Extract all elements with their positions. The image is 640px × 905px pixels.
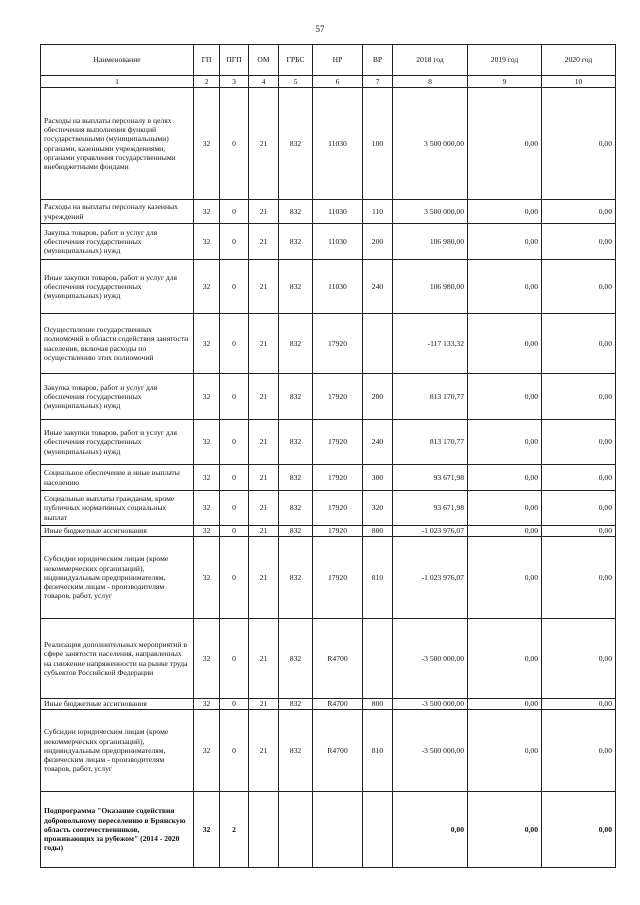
row-pgp: 0 (220, 699, 249, 710)
row-pgp: 0 (220, 200, 249, 224)
row-amount-2020: 0,00 (542, 260, 616, 314)
row-gp: 32 (194, 314, 220, 374)
row-name: Иные бюджетные ассигнования (41, 526, 194, 537)
row-amount-2019: 0,00 (468, 465, 542, 491)
row-vr: 200 (363, 224, 393, 260)
row-nr: 11030 (313, 224, 363, 260)
row-name: Иные закупки товаров, работ и услуг для обеспечения государственных (муниципальных) нужд (41, 420, 194, 465)
row-gp: 32 (194, 224, 220, 260)
row-om: 21 (249, 710, 279, 792)
row-nr (313, 792, 363, 868)
row-amount-2019: 0,00 (468, 792, 542, 868)
row-name: Социальные выплаты гражданам, кроме публичных нормативных социальных выплат (41, 491, 194, 526)
row-grbs: 832 (279, 465, 313, 491)
row-name: Закупка товаров, работ и услуг для обеспечения государственных (муниципальных) нужд (41, 374, 194, 420)
row-amount-2019: 0,00 (468, 88, 542, 200)
row-vr: 300 (363, 465, 393, 491)
col-number: 10 (542, 76, 616, 88)
row-amount-2019: 0,00 (468, 491, 542, 526)
row-grbs: 832 (279, 224, 313, 260)
row-amount-2018: 813 170,77 (393, 420, 468, 465)
row-amount-2019: 0,00 (468, 699, 542, 710)
row-amount-2019: 0,00 (468, 314, 542, 374)
row-vr: 320 (363, 491, 393, 526)
row-amount-2019: 0,00 (468, 200, 542, 224)
row-name: Расходы на выплаты персоналу в целях обеспечения выполнения функций государственными (муниципальными) органами, казенными учреждениями, органами управления государственными внебюджетными фондами (41, 88, 194, 200)
row-amount-2019: 0,00 (468, 619, 542, 699)
row-pgp: 0 (220, 526, 249, 537)
table-row (41, 699, 616, 710)
row-pgp: 2 (220, 792, 249, 868)
row-om: 21 (249, 374, 279, 420)
row-amount-2018: -1 023 976,07 (393, 526, 468, 537)
row-amount-2018: -3 500 000,00 (393, 710, 468, 792)
row-pgp: 0 (220, 491, 249, 526)
row-amount-2020: 0,00 (542, 619, 616, 699)
row-amount-2018: 0,00 (393, 792, 468, 868)
column-number-row (41, 76, 616, 88)
row-nr: 11030 (313, 88, 363, 200)
row-name: Субсидии юридическим лицам (кроме некоммерческих организаций), индивидуальным предпринимателям, физическим лицам - производителям товаров, работ, услуг (41, 537, 194, 619)
row-gp: 32 (194, 526, 220, 537)
table-row (41, 420, 616, 465)
row-name: Реализация дополнительных мероприятий в сфере занятости населения, направленных на снижение напряженности на рынке труда субъектов Российской Федерации (41, 619, 194, 699)
table-row (41, 526, 616, 537)
row-vr (363, 314, 393, 374)
row-vr (363, 792, 393, 868)
row-nr: 17920 (313, 537, 363, 619)
row-amount-2018: 93 671,98 (393, 491, 468, 526)
row-nr: 17920 (313, 465, 363, 491)
row-grbs: 832 (279, 420, 313, 465)
col-number: 7 (363, 76, 393, 88)
row-pgp: 0 (220, 537, 249, 619)
row-gp: 32 (194, 200, 220, 224)
row-om: 21 (249, 314, 279, 374)
row-amount-2020: 0,00 (542, 491, 616, 526)
row-vr: 240 (363, 420, 393, 465)
row-name: Закупка товаров, работ и услуг для обеспечения государственных (муниципальных) нужд (41, 224, 194, 260)
row-vr: 200 (363, 374, 393, 420)
row-gp: 32 (194, 465, 220, 491)
row-amount-2019: 0,00 (468, 374, 542, 420)
row-amount-2019: 0,00 (468, 420, 542, 465)
row-om: 21 (249, 88, 279, 200)
table-row (41, 88, 616, 200)
row-grbs: 832 (279, 710, 313, 792)
col-header-om: ОМ (249, 45, 279, 76)
row-nr: 17920 (313, 420, 363, 465)
row-nr: 17920 (313, 314, 363, 374)
row-grbs: 832 (279, 260, 313, 314)
col-number: 3 (220, 76, 249, 88)
col-header-gp: ГП (194, 45, 220, 76)
row-amount-2020: 0,00 (542, 200, 616, 224)
row-name: Осуществление государственных полномочий в области содействия занятости населения, включая расходы по осуществлению этих полномочий (41, 314, 194, 374)
col-header-pgp: ПГП (220, 45, 249, 76)
row-vr: 100 (363, 88, 393, 200)
row-gp: 32 (194, 374, 220, 420)
row-amount-2020: 0,00 (542, 374, 616, 420)
row-amount-2020: 0,00 (542, 792, 616, 868)
row-amount-2018: 93 671,98 (393, 465, 468, 491)
row-amount-2019: 0,00 (468, 260, 542, 314)
row-name: Социальное обеспечение и иные выплаты населению (41, 465, 194, 491)
row-grbs: 832 (279, 200, 313, 224)
row-amount-2020: 0,00 (542, 537, 616, 619)
row-amount-2020: 0,00 (542, 314, 616, 374)
row-grbs: 832 (279, 491, 313, 526)
row-grbs (279, 792, 313, 868)
row-amount-2019: 0,00 (468, 710, 542, 792)
row-amount-2018: -3 500 000,00 (393, 699, 468, 710)
row-nr: R4700 (313, 619, 363, 699)
col-header-grbs: ГРБС (279, 45, 313, 76)
row-grbs: 832 (279, 526, 313, 537)
col-header-nr: НР (313, 45, 363, 76)
row-nr: 11030 (313, 200, 363, 224)
row-gp: 32 (194, 710, 220, 792)
row-vr: 810 (363, 537, 393, 619)
table-row (41, 260, 616, 314)
header-row (41, 45, 616, 76)
row-pgp: 0 (220, 224, 249, 260)
row-amount-2018: 106 980,00 (393, 260, 468, 314)
table-row (41, 465, 616, 491)
table-row (41, 619, 616, 699)
row-amount-2018: 3 500 000,00 (393, 88, 468, 200)
row-amount-2018: -117 133,32 (393, 314, 468, 374)
col-header-name: Наименование (41, 45, 194, 76)
col-header-2018: 2018 год (393, 45, 468, 76)
row-pgp: 0 (220, 260, 249, 314)
table-row (41, 200, 616, 224)
row-amount-2020: 0,00 (542, 699, 616, 710)
row-amount-2020: 0,00 (542, 420, 616, 465)
table-row (41, 314, 616, 374)
row-pgp: 0 (220, 374, 249, 420)
row-vr: 800 (363, 526, 393, 537)
row-grbs: 832 (279, 699, 313, 710)
row-om: 21 (249, 224, 279, 260)
row-name: Иные бюджетные ассигнования (41, 699, 194, 710)
row-amount-2018: -3 500 000,00 (393, 619, 468, 699)
row-om (249, 792, 279, 868)
page-number: 57 (315, 24, 325, 34)
row-pgp: 0 (220, 314, 249, 374)
row-pgp: 0 (220, 465, 249, 491)
row-nr: 17920 (313, 526, 363, 537)
row-amount-2020: 0,00 (542, 526, 616, 537)
col-number: 1 (41, 76, 194, 88)
row-gp: 32 (194, 260, 220, 314)
row-pgp: 0 (220, 710, 249, 792)
table-row-subprogram (41, 792, 616, 868)
col-header-2020: 2020 год (542, 45, 616, 76)
col-header-2019: 2019 год (468, 45, 542, 76)
row-pgp: 0 (220, 619, 249, 699)
budget-table (40, 44, 616, 868)
row-gp: 32 (194, 699, 220, 710)
row-grbs: 832 (279, 314, 313, 374)
row-nr: 11030 (313, 260, 363, 314)
row-pgp: 0 (220, 420, 249, 465)
table-row (41, 491, 616, 526)
row-om: 21 (249, 200, 279, 224)
row-om: 21 (249, 420, 279, 465)
row-amount-2018: 813 170,77 (393, 374, 468, 420)
row-vr (363, 619, 393, 699)
row-name: Расходы на выплаты персоналу казенных учреждений (41, 200, 194, 224)
row-gp: 32 (194, 420, 220, 465)
row-name: Подпрограмма "Оказание содействия добровольному переселению в Брянскую область соотечественников, проживающих за рубежом" (2014 - 2020 годы) (41, 792, 194, 868)
row-om: 21 (249, 491, 279, 526)
row-amount-2018: -1 023 976,07 (393, 537, 468, 619)
row-gp: 32 (194, 491, 220, 526)
row-grbs: 832 (279, 88, 313, 200)
row-om: 21 (249, 619, 279, 699)
table-row (41, 374, 616, 420)
row-name: Субсидии юридическим лицам (кроме некоммерческих организаций), индивидуальным предпринимателям, физическим лицам - производителям товаров, работ, услуг (41, 710, 194, 792)
row-nr: R4700 (313, 699, 363, 710)
table-row (41, 224, 616, 260)
row-amount-2020: 0,00 (542, 224, 616, 260)
row-amount-2019: 0,00 (468, 537, 542, 619)
col-number: 4 (249, 76, 279, 88)
row-nr: 17920 (313, 491, 363, 526)
col-number: 5 (279, 76, 313, 88)
table-row (41, 537, 616, 619)
col-number: 2 (194, 76, 220, 88)
row-gp: 32 (194, 619, 220, 699)
row-amount-2019: 0,00 (468, 526, 542, 537)
row-vr: 810 (363, 710, 393, 792)
row-nr: 17920 (313, 374, 363, 420)
row-amount-2020: 0,00 (542, 710, 616, 792)
row-grbs: 832 (279, 537, 313, 619)
row-gp: 32 (194, 88, 220, 200)
row-gp: 32 (194, 537, 220, 619)
row-om: 21 (249, 260, 279, 314)
row-om: 21 (249, 699, 279, 710)
row-name: Иные закупки товаров, работ и услуг для обеспечения государственных (муниципальных) нужд (41, 260, 194, 314)
row-vr: 240 (363, 260, 393, 314)
row-om: 21 (249, 465, 279, 491)
row-om: 21 (249, 537, 279, 619)
row-amount-2020: 0,00 (542, 88, 616, 200)
row-grbs: 832 (279, 619, 313, 699)
col-number: 6 (313, 76, 363, 88)
col-header-vr: ВР (363, 45, 393, 76)
table-row (41, 710, 616, 792)
row-gp: 32 (194, 792, 220, 868)
col-number: 8 (393, 76, 468, 88)
row-pgp: 0 (220, 88, 249, 200)
row-amount-2018: 3 500 000,00 (393, 200, 468, 224)
row-amount-2019: 0,00 (468, 224, 542, 260)
row-grbs: 832 (279, 374, 313, 420)
row-om: 21 (249, 526, 279, 537)
row-vr: 800 (363, 699, 393, 710)
row-nr: R4700 (313, 710, 363, 792)
row-vr: 110 (363, 200, 393, 224)
row-amount-2020: 0,00 (542, 465, 616, 491)
row-amount-2018: 106 980,00 (393, 224, 468, 260)
col-number: 9 (468, 76, 542, 88)
